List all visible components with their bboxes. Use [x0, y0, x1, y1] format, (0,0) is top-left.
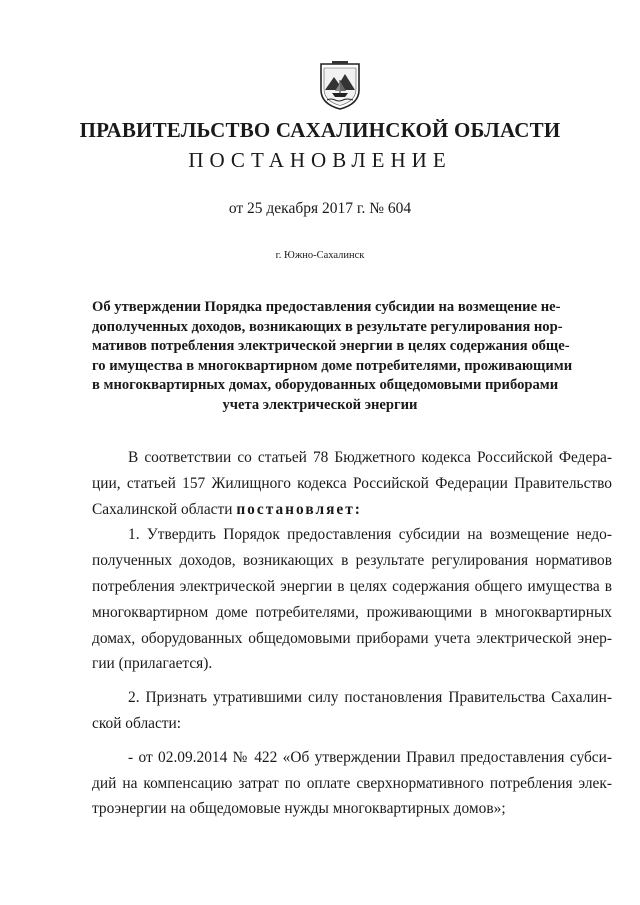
item-2-paragraph: [92, 685, 612, 737]
subject-line: го имущества в многоквартирном доме потребителями, проживающими: [92, 357, 573, 374]
document-date-number: от 25 декабря 2017 г. № 604: [228, 200, 412, 217]
item-1-paragraph: [92, 522, 612, 677]
item-2-subparagraph: [92, 745, 612, 822]
document-subject: [92, 298, 573, 416]
body-line: потребления электрической энергии в целях содержания общего имущества в: [92, 577, 612, 595]
body-line: полученных доходов, возникающих в результате регулирования нормативов: [92, 552, 612, 570]
body-line: троэнергии на общедомовые нужды многоквартирных домов»;: [92, 800, 506, 818]
subject-line: в многоквартирных домах, оборудованных общедомовыми приборами: [92, 377, 559, 394]
body-line: ции, статьей 157 Жилищного кодекса Российской Федерации Правительство: [92, 474, 612, 492]
body-line: гии (прилагается).: [92, 655, 213, 673]
body-line: [92, 497, 612, 523]
coat-of-arms-icon: [318, 60, 362, 110]
body-line: 2. Признать утратившими силу постановления Правительства Сахалин-: [128, 689, 612, 707]
document-type: ПОСТАНОВЛЕНИЕ: [188, 148, 452, 172]
subject-line: Об утверждении Порядка предоставления субсидии на возмещение не-: [92, 299, 561, 315]
subject-line: дополученных доходов, возникающих в результате регулирования нор-: [92, 318, 563, 335]
body-line: В соответствии со статьей 78 Бюджетного кодекса Российской Федера-: [128, 449, 612, 466]
government-title: ПРАВИТЕЛЬСТВО САХАЛИНСКОЙ ОБЛАСТИ: [79, 118, 561, 142]
document-body: [92, 445, 612, 822]
body-line: дий на компенсацию затрат по оплате сверхнормативного потребления элек-: [92, 774, 612, 792]
body-line: многоквартирном доме потребителями, проживающими в многоквартирных: [92, 603, 612, 621]
body-text: Сахалинской области: [92, 500, 237, 518]
body-line: ской области:: [92, 714, 182, 732]
body-line: 1. Утвердить Порядок предоставления субсидии на возмещение недо-: [128, 526, 612, 544]
body-line: - от 02.09.2014 № 422 «Об утверждении Правил предоставления субси-: [128, 748, 612, 766]
subject-line: мативов потребления электрической энергии в целях содержания обще-: [92, 338, 570, 355]
subject-line: учета электрической энергии: [222, 396, 418, 413]
body-line: домах, оборудованных общедомовыми приборами учета электрической энер-: [92, 629, 612, 647]
document-city: г. Южно-Сахалинск: [275, 250, 365, 261]
decree-word: постановляет:: [236, 500, 362, 518]
preamble-paragraph: [92, 445, 612, 522]
